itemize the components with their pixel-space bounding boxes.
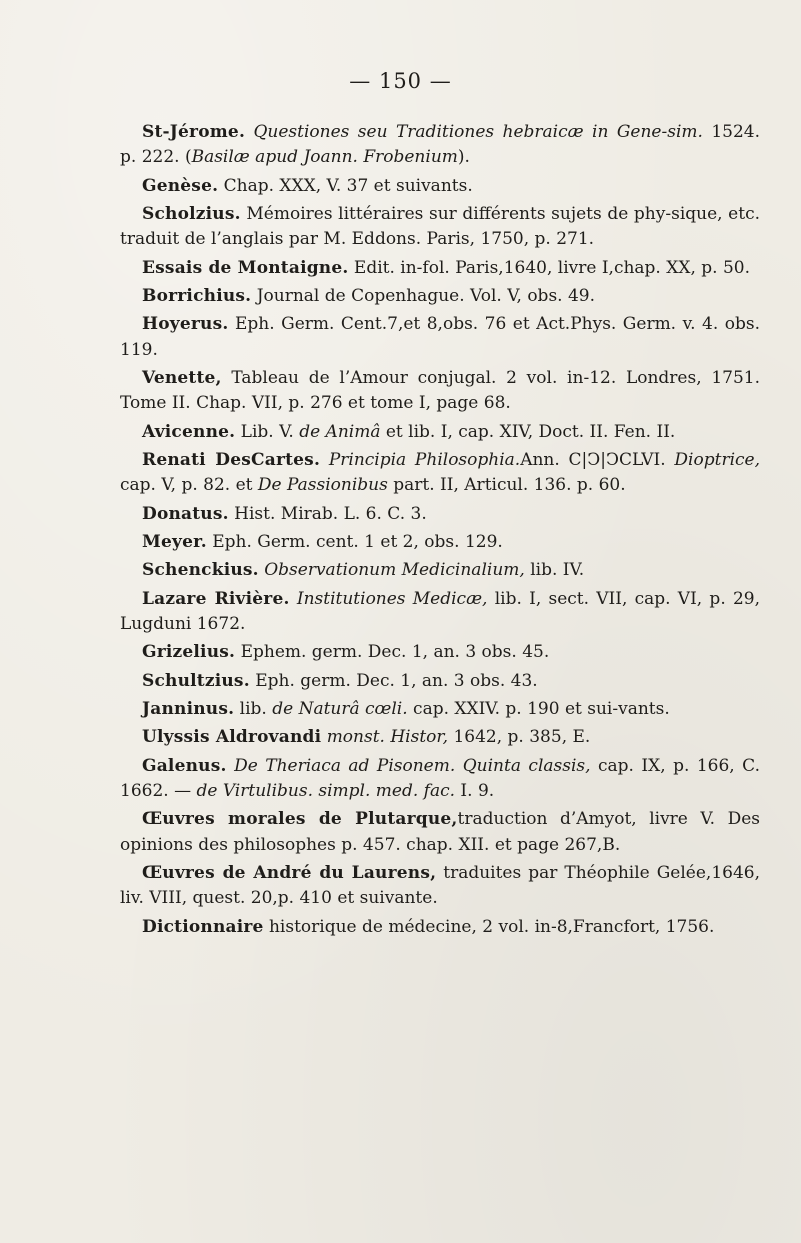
bibliography-entry	[120, 669, 760, 694]
page-number: — 150 —	[349, 69, 452, 93]
entry-author: Grizelius.	[142, 642, 236, 663]
bibliography-entry	[120, 120, 760, 170]
entry-text: part. II, Articul. 136. p. 60.	[387, 475, 626, 496]
entry-text: ).	[457, 147, 470, 168]
bibliography-entry	[120, 256, 760, 281]
entry-title-italic: de Virtulibus. simpl. med. fac.	[196, 781, 456, 802]
entry-title-italic: Principia Philosophia.	[328, 449, 521, 470]
bibliography-entry	[120, 502, 760, 527]
entry-title-italic: De Passionibus	[257, 475, 388, 496]
bibliography-entry	[120, 697, 760, 722]
entry-text: Hist. Mirab. L. 6. C. 3.	[228, 503, 427, 524]
entry-text: Chap. XXX, V. 37 et suivants.	[218, 175, 473, 196]
entry-title-italic: De Theriaca ad Pisonem. Quinta classis,	[234, 755, 591, 776]
entry-author: Lazare Rivière.	[142, 588, 290, 609]
entry-author: Renati DesCartes.	[142, 449, 321, 470]
entry-author: Dictionnaire	[142, 916, 264, 937]
bibliography-entry	[120, 312, 760, 362]
entry-title-italic: Questiones seu Traditiones hebraicæ in Gene-sim.	[253, 122, 703, 142]
bibliography-entry	[120, 420, 760, 445]
entry-author: Borrichius.	[142, 285, 252, 306]
entry-text: Journal de Copenhague. Vol. V, obs. 49.	[251, 285, 596, 306]
entry-text: Edit. in-fol. Paris,1640, livre I,chap. XX, p. 50.	[348, 257, 750, 278]
entry-text: historique de médecine, 2 vol. in-8,Francfort, 1756.	[263, 916, 715, 937]
bibliography-entry	[120, 915, 760, 940]
entry-author: Meyer.	[142, 531, 207, 552]
entry-text: I. 9.	[455, 781, 495, 802]
entry-text: Tableau de l’Amour conjugal. 2 vol. in-12. Londres, 1751. Tome II. Chap. VII, p. 276 et tome I, page 68.	[120, 367, 760, 414]
entry-author: Donatus.	[142, 503, 229, 524]
entry-author: St-Jérome.	[142, 122, 246, 142]
bibliography-entry	[120, 448, 760, 498]
entry-text: lib. IV.	[524, 560, 585, 581]
entry-title-italic: Observationum Medicinalium,	[264, 560, 525, 581]
bibliography-entry	[120, 725, 760, 750]
bibliography-entry	[120, 530, 760, 555]
entry-text: lib. I, sect. VII, cap. VI, p. 29, Lugduni 1672.	[120, 588, 760, 634]
entry-text: Ann. C|Ↄ|ↃCLVI.	[520, 449, 675, 470]
entry-text: traduites par Théophile Gelée,1646, liv. VIII, quest. 20,p. 410 et suivante.	[120, 863, 760, 909]
entry-text	[227, 756, 234, 776]
entry-text: cap. V, p. 82. et	[120, 475, 258, 496]
entry-title-italic: Dioptrice,	[674, 449, 760, 470]
bibliography-list	[120, 120, 760, 943]
bibliography-entry	[120, 640, 760, 665]
bibliography-entry	[120, 558, 760, 583]
bibliography-entry	[120, 366, 760, 416]
entry-text: Ephem. germ. Dec. 1, an. 3 obs. 45.	[235, 642, 550, 663]
entry-text: Eph. Germ. cent. 1 et 2, obs. 129.	[206, 531, 503, 552]
entry-text	[290, 589, 297, 609]
entry-author: Janninus.	[142, 699, 235, 720]
entry-author: Hoyerus.	[142, 314, 229, 335]
entry-author: Œuvres morales de Plutarque,	[142, 809, 458, 830]
entry-author: Genèse.	[142, 175, 219, 196]
bibliography-entry	[120, 754, 760, 804]
entry-title-italic: Institutiones Medicæ,	[296, 588, 488, 609]
entry-text	[320, 450, 329, 470]
entry-author: Essais de Montaigne.	[142, 257, 349, 278]
entry-author: Galenus.	[142, 755, 227, 776]
bibliography-entry	[120, 174, 760, 199]
entry-text: Lib. V.	[235, 421, 300, 442]
bibliography-entry	[120, 807, 760, 857]
entry-author: Scholzius.	[142, 203, 241, 224]
entry-title-italic: de Naturâ cœli.	[272, 699, 408, 720]
entry-text: et lib. I, cap. XIV, Doct. II. Fen. II.	[380, 421, 676, 442]
entry-text: Eph. Germ. Cent.7,et 8,obs. 76 et Act.Phys. Germ. v. 4. obs. 119.	[120, 314, 760, 360]
entry-title-italic: monst. Histor,	[326, 727, 449, 748]
entry-title-italic: Basilæ apud Joann. Frobenium	[191, 147, 458, 168]
entry-author: Œuvres de André du Laurens,	[142, 863, 437, 884]
bibliography-entry	[120, 202, 760, 252]
entry-text: 1524. p. 222. (	[120, 122, 761, 168]
entry-author: Schenckius.	[142, 560, 259, 581]
entry-author: Venette,	[142, 367, 222, 388]
entry-text: Eph. germ. Dec. 1, an. 3 obs. 43.	[249, 670, 538, 691]
entry-text: Mémoires littéraires sur différents sujets de phy-sique, etc. traduit de l’anglais par M. Eddons. Paris, 1750, p. 271.	[120, 203, 760, 250]
entry-text: cap. IX, p. 166, C. 1662. —	[120, 755, 760, 802]
bibliography-entry	[120, 587, 760, 637]
entry-title-italic: de Animâ	[299, 421, 381, 442]
bibliography-entry	[120, 861, 760, 911]
entry-text: 1642, p. 385, E.	[448, 727, 591, 748]
bibliography-entry	[120, 284, 760, 309]
entry-text: cap. XXIV. p. 190 et sui-vants.	[407, 699, 670, 720]
entry-text: traduction d’Amyot, livre V. Des opinions des philosophes p. 457. chap. XII. et page 267,B.	[120, 809, 760, 855]
entry-text: lib.	[234, 699, 273, 720]
entry-author: Ulyssis Aldrovandi	[142, 727, 322, 748]
entry-author: Schultzius.	[142, 670, 250, 691]
entry-author: Avicenne.	[142, 421, 236, 442]
